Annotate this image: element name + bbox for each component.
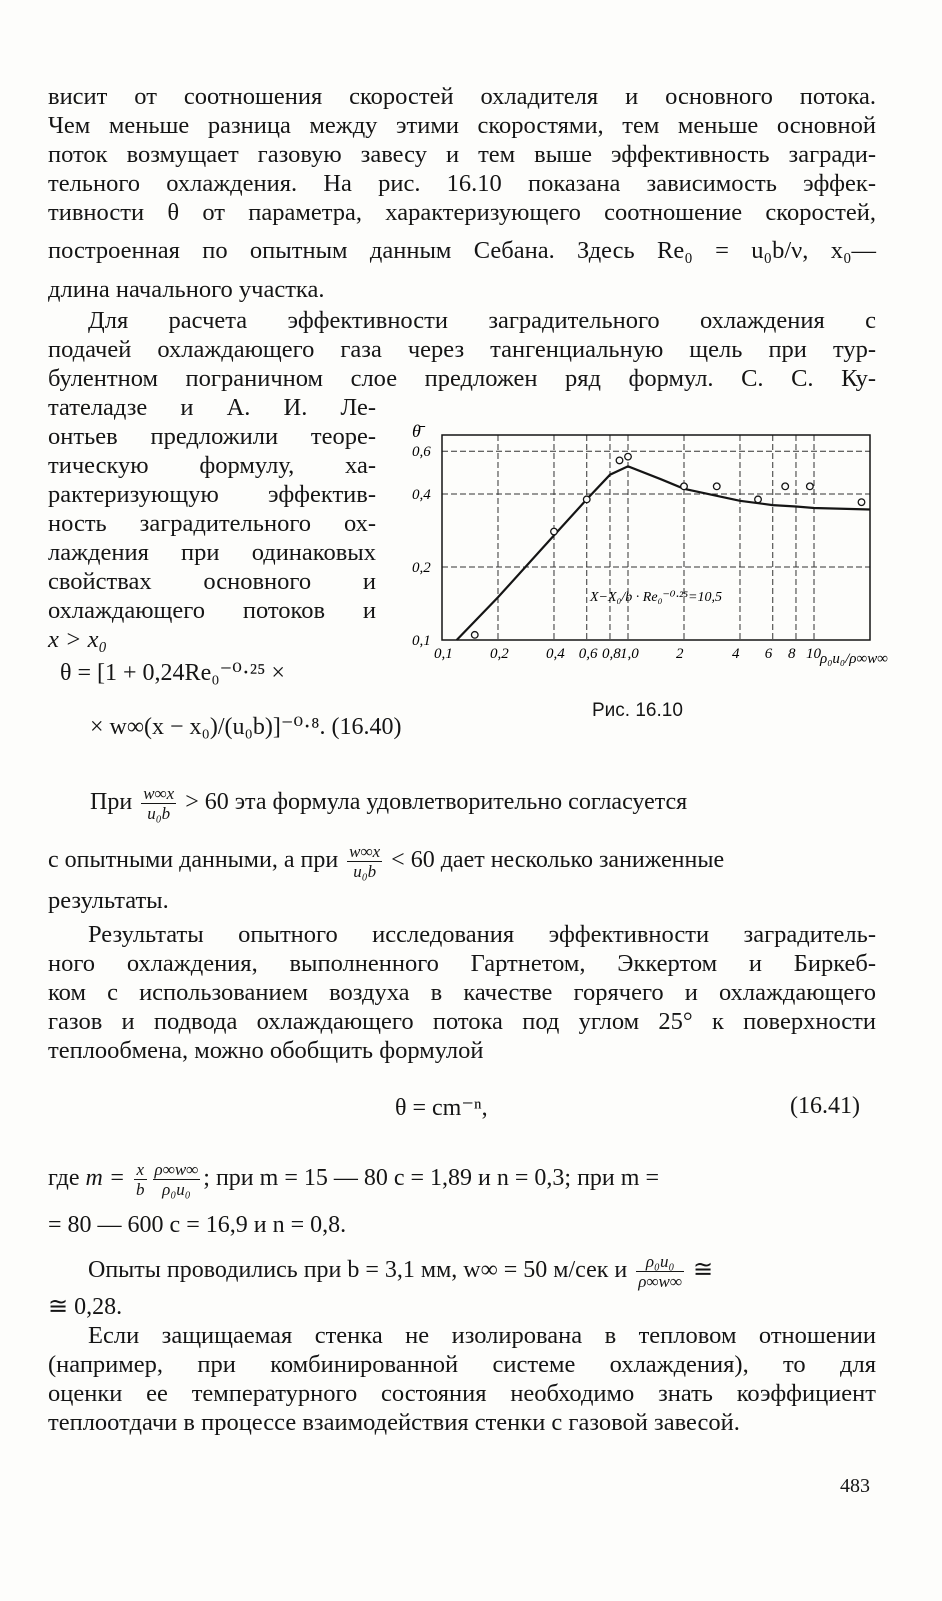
para5-line2: = 80 — 600 c = 16,9 и n = 0,8. bbox=[48, 1212, 347, 1238]
chart-curve bbox=[457, 466, 870, 640]
para5-text: где bbox=[48, 1165, 80, 1192]
para5-line1: где m = $\frac{x}{b}$ $\frac{\rho\infty w\infty}{\text{ρ₀u₀}}$ ; при m = 15 — 80 c = 1,89 и n = 0,3; при m = bbox=[48, 1160, 659, 1199]
para3-text: > 60 эта формула удовлетворительно согласуется bbox=[185, 789, 688, 816]
chart-ylabel: θ̄ bbox=[412, 421, 421, 441]
data-point bbox=[755, 496, 762, 503]
chart-frame bbox=[442, 435, 870, 640]
frac-num: x bbox=[134, 1160, 147, 1180]
x-tick-label: 1,0 bbox=[620, 646, 639, 662]
para2-line: подачей охлаждающего газа через тангенциальную щель при тур- bbox=[48, 336, 876, 363]
para7-line: оценки ее температурного состояния необходимо знать коэффициент bbox=[48, 1380, 876, 1407]
para1-line: тивности θ от параметра, характеризующего соотношение скоростей, bbox=[48, 199, 876, 226]
fraction bbox=[636, 1252, 684, 1291]
eq-16-40-line2: × w∞(x − x₀)/(u₀b)]⁻⁰·⁸. (16.40) bbox=[90, 714, 402, 740]
para2-line: Для расчета эффективности заградительного охлаждения с bbox=[88, 307, 876, 334]
para1-line: висит от соотношения скоростей охладителя и основного потока. bbox=[48, 83, 876, 110]
para1-line: тельного охлаждения. На рис. 16.10 показана зависимость эффек- bbox=[48, 170, 876, 197]
chart-xlabel: ρ₀u₀/ρ∞w∞ bbox=[820, 651, 888, 667]
data-point bbox=[782, 483, 789, 490]
para4-line: газов и подвода охлаждающего потока под углом 25° к поверхности bbox=[48, 1008, 876, 1035]
para2-line: тателадзе и А. И. Ле- bbox=[48, 394, 376, 421]
para3-text: < 60 дает несколько заниженные bbox=[391, 847, 725, 874]
para3-text: При bbox=[90, 789, 133, 816]
para5-text: ; при m = 15 — 80 c = 1,89 и n = 0,3; при m = bbox=[203, 1165, 659, 1192]
data-point bbox=[681, 483, 688, 490]
y-tick-label: 0,4 bbox=[412, 486, 431, 503]
data-point bbox=[807, 483, 814, 490]
x-tick-label: 0,4 bbox=[545, 646, 565, 662]
data-point bbox=[551, 528, 558, 535]
para1-line: Чем меньше разница между этими скоростями, тем меньше основной bbox=[48, 112, 876, 139]
eq-16-40-line1: θ = [1 + 0,24Re₀⁻⁰·²⁵ × bbox=[60, 660, 285, 686]
x-tick-label: 2 bbox=[675, 646, 684, 662]
fraction bbox=[153, 1160, 201, 1199]
para2-line: рактеризующую эффектив- bbox=[48, 481, 376, 508]
para2-line: тическую формулу, ха- bbox=[48, 452, 376, 479]
figure-caption: Рис. 16.10 bbox=[592, 700, 683, 721]
chart-y-ticks bbox=[412, 444, 431, 649]
para1-line: поток возмущает газовую завесу и тем выше эффективность загради- bbox=[48, 141, 876, 168]
fraction bbox=[141, 784, 176, 823]
y-tick-label: 0,1 bbox=[412, 633, 431, 649]
y-tick-label: 0,6 bbox=[412, 444, 431, 461]
para6-line1 bbox=[88, 1252, 713, 1291]
chart-inset-label: X−X₀/b · Re₀⁻⁰·²⁵=10,5 bbox=[590, 590, 722, 605]
chart-axes bbox=[442, 435, 870, 640]
x-tick-label: 0,8 bbox=[601, 646, 621, 662]
chart-grid bbox=[442, 435, 870, 640]
para2-line: онтьев предложили теоре- bbox=[48, 423, 376, 450]
para6-text: Опыты проводились при b = 3,1 мм, w∞ = 50 м/сек и bbox=[88, 1257, 628, 1284]
para7-line: (например, при комбинированной системе охлаждения), то для bbox=[48, 1351, 876, 1378]
y-tick-label: 0,2 bbox=[412, 559, 431, 576]
x-tick-label: 0,6 bbox=[578, 646, 598, 662]
para2-line: охлаждающего потоков и bbox=[48, 597, 376, 624]
para7-line: Если защищаемая стенка не изолирована в тепловом отношении bbox=[88, 1322, 876, 1349]
x-tick-label: 0,2 bbox=[489, 646, 509, 662]
para3-line2 bbox=[48, 842, 724, 881]
x-tick-label: 4 bbox=[731, 646, 740, 662]
eq-16-41-formula: θ = cm⁻ⁿ, bbox=[395, 1095, 488, 1121]
x-tick-label: 0,1 bbox=[434, 646, 453, 662]
data-point bbox=[583, 496, 590, 503]
para3-line1 bbox=[90, 784, 687, 823]
x-tick-label: 6 bbox=[764, 646, 773, 662]
para4-line: ком с использованием воздуха в качестве горячего и охлаждающего bbox=[48, 979, 876, 1006]
frac-den: b bbox=[136, 1180, 145, 1199]
data-point bbox=[471, 632, 478, 639]
data-point bbox=[713, 483, 720, 490]
frac-den: ρ∞w∞ bbox=[638, 1272, 682, 1291]
frac-num: w∞x bbox=[349, 842, 381, 861]
frac-den: u₀b bbox=[147, 804, 171, 823]
para7-line: теплоотдачи в процессе взаимодействия стенки с газовой завесой. bbox=[48, 1409, 740, 1436]
para2-line: лаждения при одинаковых bbox=[48, 539, 376, 566]
para1-line: длина начального участка. bbox=[48, 276, 325, 303]
page-number: 483 bbox=[840, 1475, 870, 1497]
eq-16-41-number: (16.41) bbox=[790, 1093, 860, 1119]
fraction bbox=[347, 842, 382, 881]
para2-line: x > x₀ bbox=[48, 626, 108, 653]
data-point bbox=[625, 453, 632, 460]
para6-line2: ≅ 0,28. bbox=[48, 1294, 123, 1320]
para4-line: ного охлаждения, выполненного Гартнетом, Эккертом и Биркеб- bbox=[48, 950, 876, 977]
figure-16-10-chart bbox=[400, 415, 888, 695]
frac-num: ρ∞w∞ bbox=[154, 1160, 199, 1179]
frac-den: ρ₀u₀ bbox=[162, 1180, 191, 1199]
data-point bbox=[858, 499, 865, 506]
para1-line: построенная по опытным данным Себана. Здесь Re₀ = u₀b/ν, x₀— bbox=[48, 237, 876, 264]
para2-line: свойствах основного и bbox=[48, 568, 376, 595]
para2-line: ность заградительного ох- bbox=[48, 510, 376, 537]
frac-den: u₀b bbox=[353, 862, 377, 881]
para4-line: Результаты опытного исследования эффективности заградитель- bbox=[88, 921, 876, 948]
frac-num: w∞x bbox=[143, 784, 175, 803]
data-point bbox=[616, 457, 623, 464]
para3-text: с опытными данными, а при bbox=[48, 847, 339, 874]
x-tick-label: 10 bbox=[806, 646, 822, 662]
x-tick-label: 8 bbox=[787, 646, 796, 662]
para3-line3: результаты. bbox=[48, 887, 169, 914]
para4-line: теплообмена, можно обобщить формулой bbox=[48, 1037, 484, 1064]
frac-num: ρ₀u₀ bbox=[636, 1252, 684, 1272]
fraction bbox=[134, 1160, 147, 1199]
para6-text: ≅ bbox=[693, 1257, 714, 1284]
chart-x-ticks bbox=[434, 646, 822, 662]
para2-line: булентном пограничном слое предложен ряд формул. С. С. Ку- bbox=[48, 365, 876, 392]
